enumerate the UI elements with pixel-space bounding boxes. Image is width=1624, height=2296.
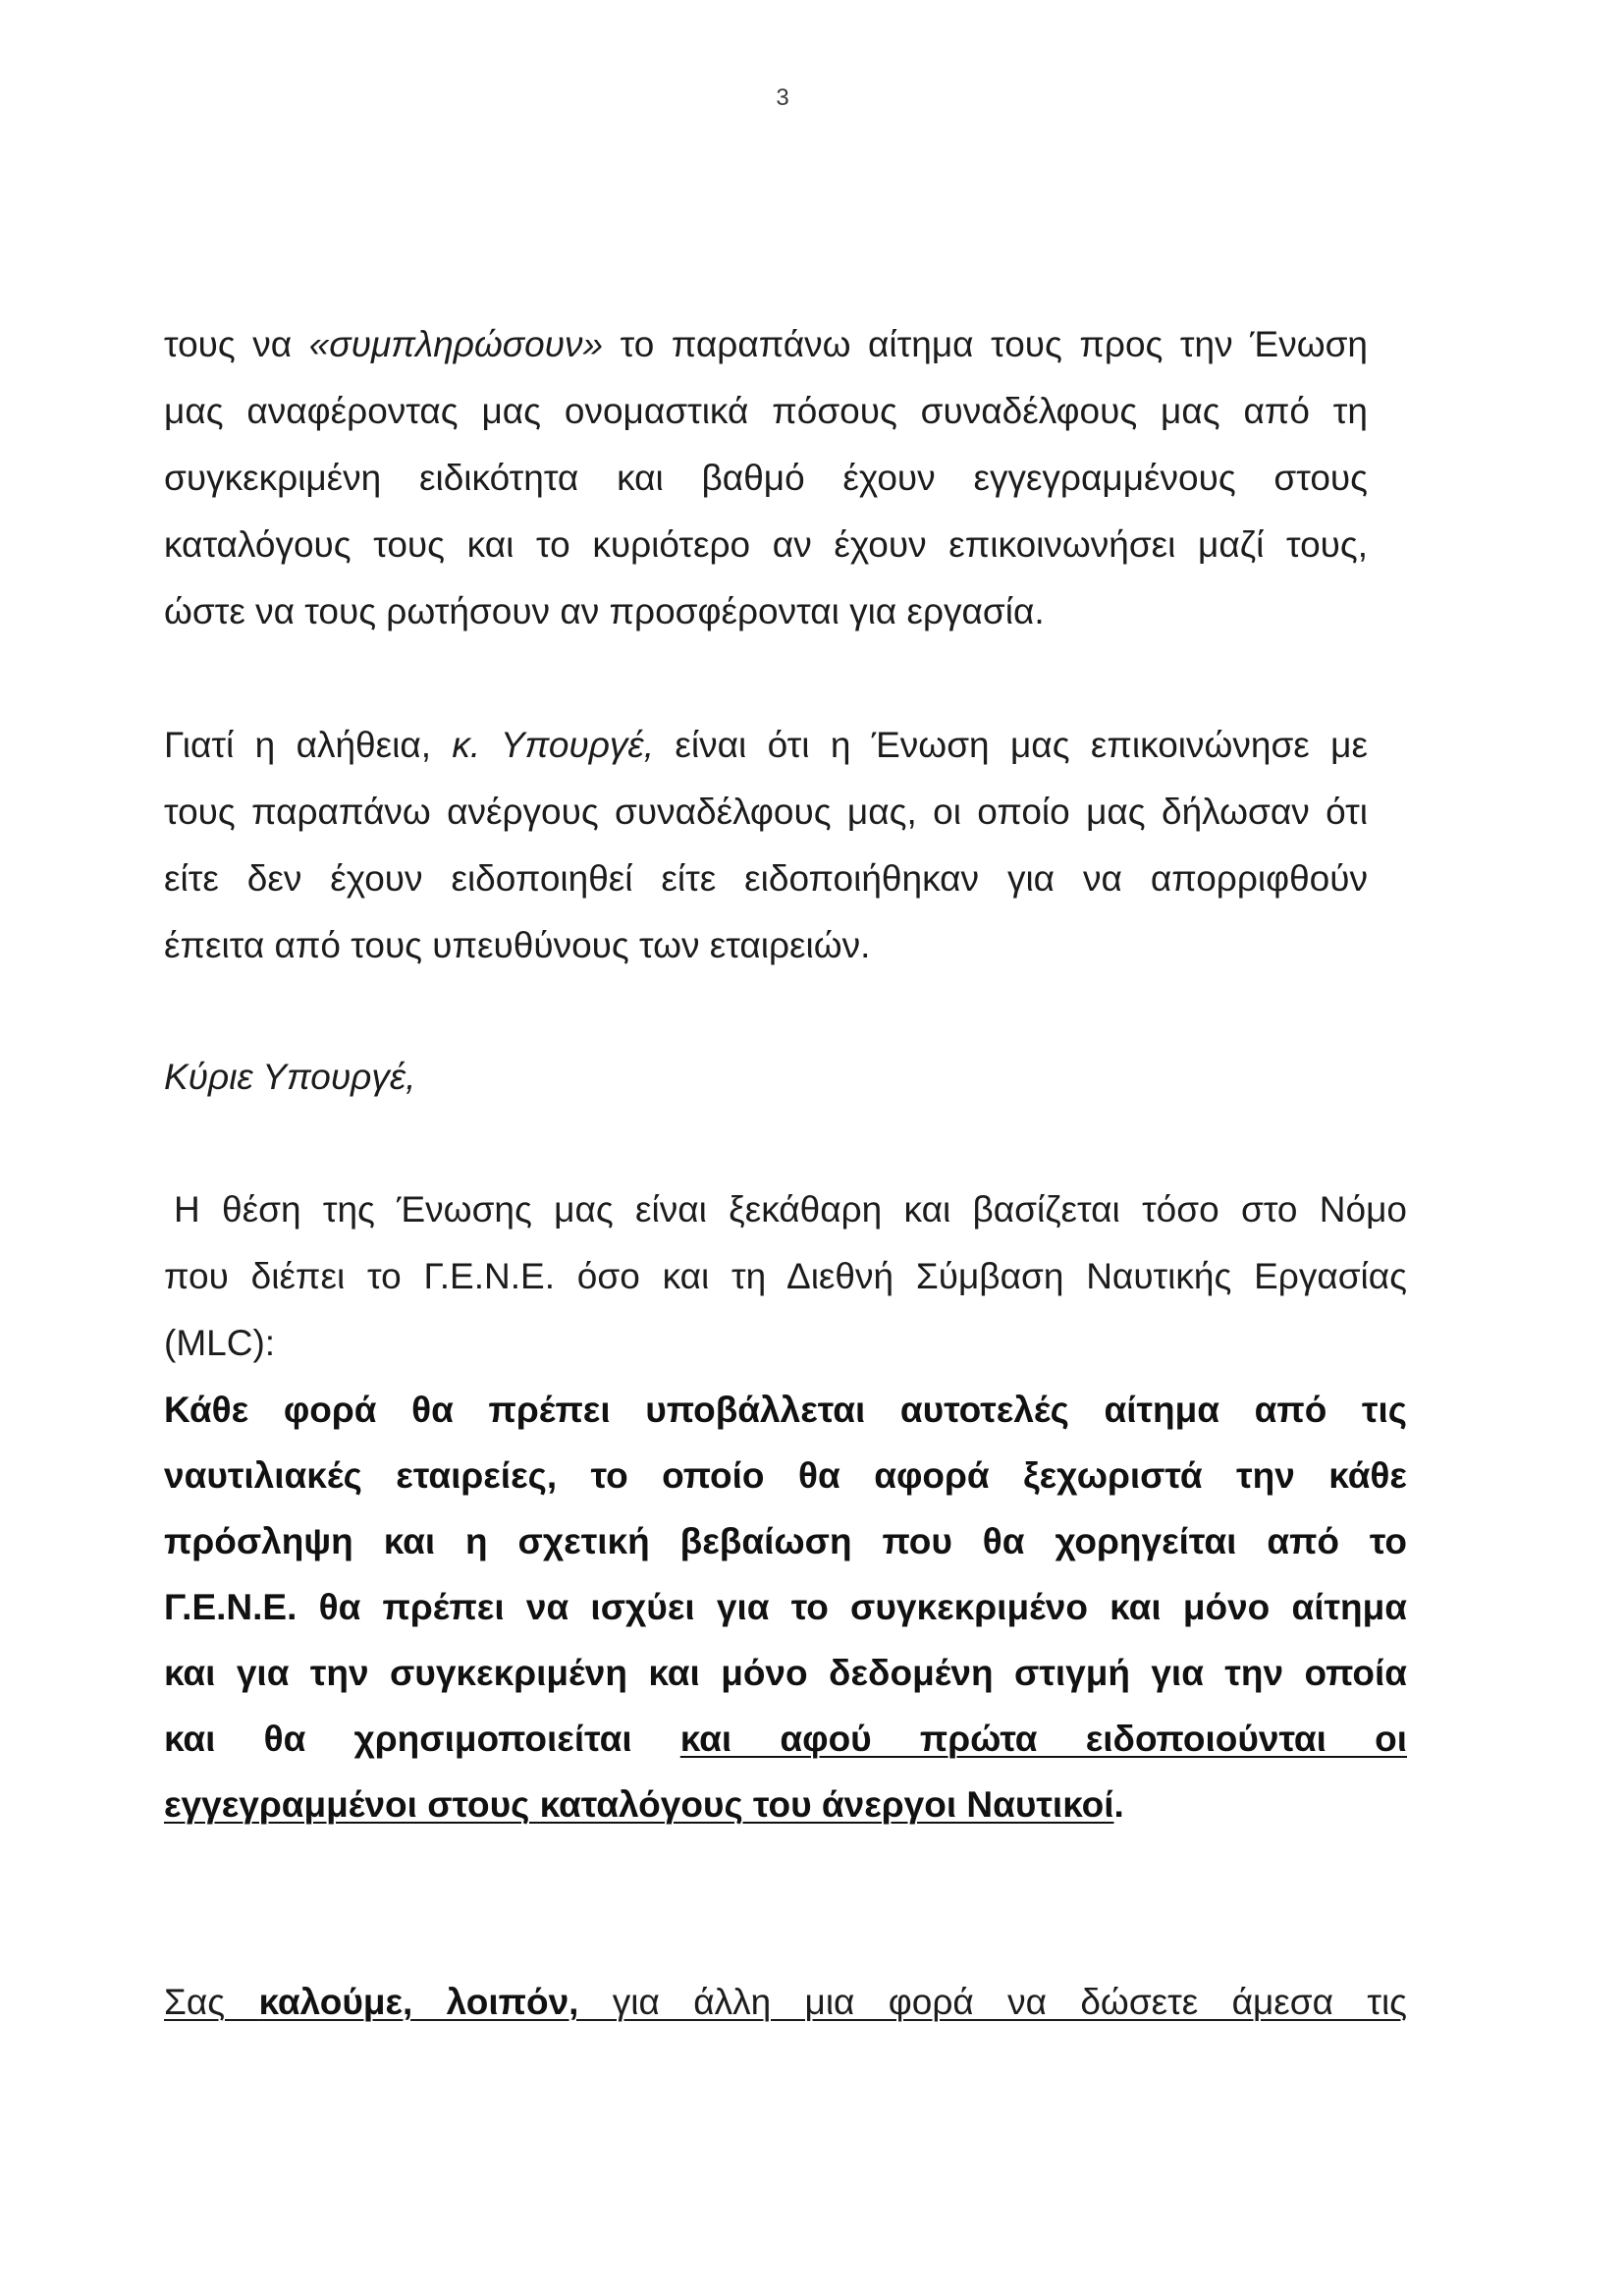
bold-line: Γ.Ε.Ν.Ε. θα πρέπει να ισχύει για το συγκεκριμένο και μόνο αίτημα: [164, 1587, 1407, 1627]
paragraph-line: που διέπει το Γ.Ε.Ν.Ε. όσο και τη Διεθνή Σύμβαση Ναυτικής Εργασίας: [164, 1256, 1407, 1296]
paragraph-line: τους παραπάνω ανέργους συναδέλφους μας, οι οποίο μας δήλωσαν ότι: [164, 792, 1368, 832]
bold-emphasis: καλούμε, λοιπόν,: [258, 1982, 579, 2022]
paragraph-line: Η θέση της Ένωσης μας είναι ξεκάθαρη και βασίζεται τόσο στο Νόμο: [174, 1189, 1407, 1230]
paragraph-line: καταλόγους τους και το κυριότερο αν έχουν επικοινωνήσει μαζί τους,: [164, 524, 1368, 565]
paragraph-line: [164, 712, 1368, 779]
salutation: [164, 1044, 1407, 1111]
italic-quote: «συμπληρώσουν»: [308, 324, 604, 364]
paragraph-line: είτε δεν έχουν ειδοποιηθεί είτε ειδοποιήθηκαν για να απορριφθούν: [164, 858, 1368, 899]
italic-emphasis: κ. Υπουργέ,: [452, 725, 654, 765]
bold-line: ναυτιλιακές εταιρείες, το οποίο θα αφορά ξεχωριστά την κάθε: [164, 1455, 1407, 1496]
paragraph-request-details: [164, 311, 1368, 645]
paragraph-line: (MLC):: [164, 1323, 276, 1363]
bold-line: Κάθε φορά θα πρέπει υποβάλλεται αυτοτελές αίτημα από τις: [164, 1390, 1407, 1430]
page-number: 3: [776, 84, 789, 111]
text-run: Γιατί η αλήθεια,: [164, 725, 453, 765]
paragraph-line: έπειτα από τους υπευθύνους των εταιρειών.: [164, 925, 871, 965]
underlined-emphasis: εγγεγραμμένοι στους καταλόγους του άνεργοι Ναυτικοί: [164, 1784, 1114, 1825]
paragraph-union-position: [164, 1176, 1407, 1837]
bold-line: [164, 1706, 1407, 1772]
text-run: .: [1113, 1784, 1124, 1825]
closing-line: [164, 1969, 1407, 2036]
closing-request: [164, 1969, 1407, 2036]
bold-line: πρόσληψη και η σχετική βεβαίωση που θα χορηγείται από το: [164, 1521, 1407, 1561]
text-run: είναι ότι η Ένωση μας επικοινώνησε με: [653, 725, 1368, 765]
paragraph-line: μας αναφέροντας μας ονομαστικά πόσους συναδέλφους μας από τη: [164, 391, 1368, 431]
text-run: τους να: [164, 324, 309, 364]
paragraph-line: συγκεκριμένη ειδικότητα και βαθμό έχουν εγγεγραμμένους στους: [164, 458, 1368, 498]
salutation-text: Κύριε Υπουργέ,: [164, 1057, 416, 1097]
paragraph-union-contact: [164, 712, 1368, 979]
underlined-emphasis: και αφού πρώτα ειδοποιούνται οι: [679, 1719, 1408, 1759]
bold-line: [164, 1772, 1407, 1837]
text-run: και θα χρησιμοποιείται: [164, 1719, 680, 1759]
text-run: Σας: [164, 1982, 259, 2022]
bold-line: και για την συγκεκριμένη και μόνο δεδομένη στιγμή για την οποία: [164, 1653, 1407, 1693]
paragraph-line: ώστε να τους ρωτήσουν αν προσφέρονται για εργασία.: [164, 591, 1045, 631]
paragraph-line: [164, 311, 1368, 378]
bold-statement: [164, 1377, 1407, 1837]
text-run: το παραπάνω αίτημα τους προς την Ένωση: [603, 324, 1368, 364]
text-run: για άλλη μια φορά να δώσετε άμεσα τις: [578, 1982, 1408, 2022]
